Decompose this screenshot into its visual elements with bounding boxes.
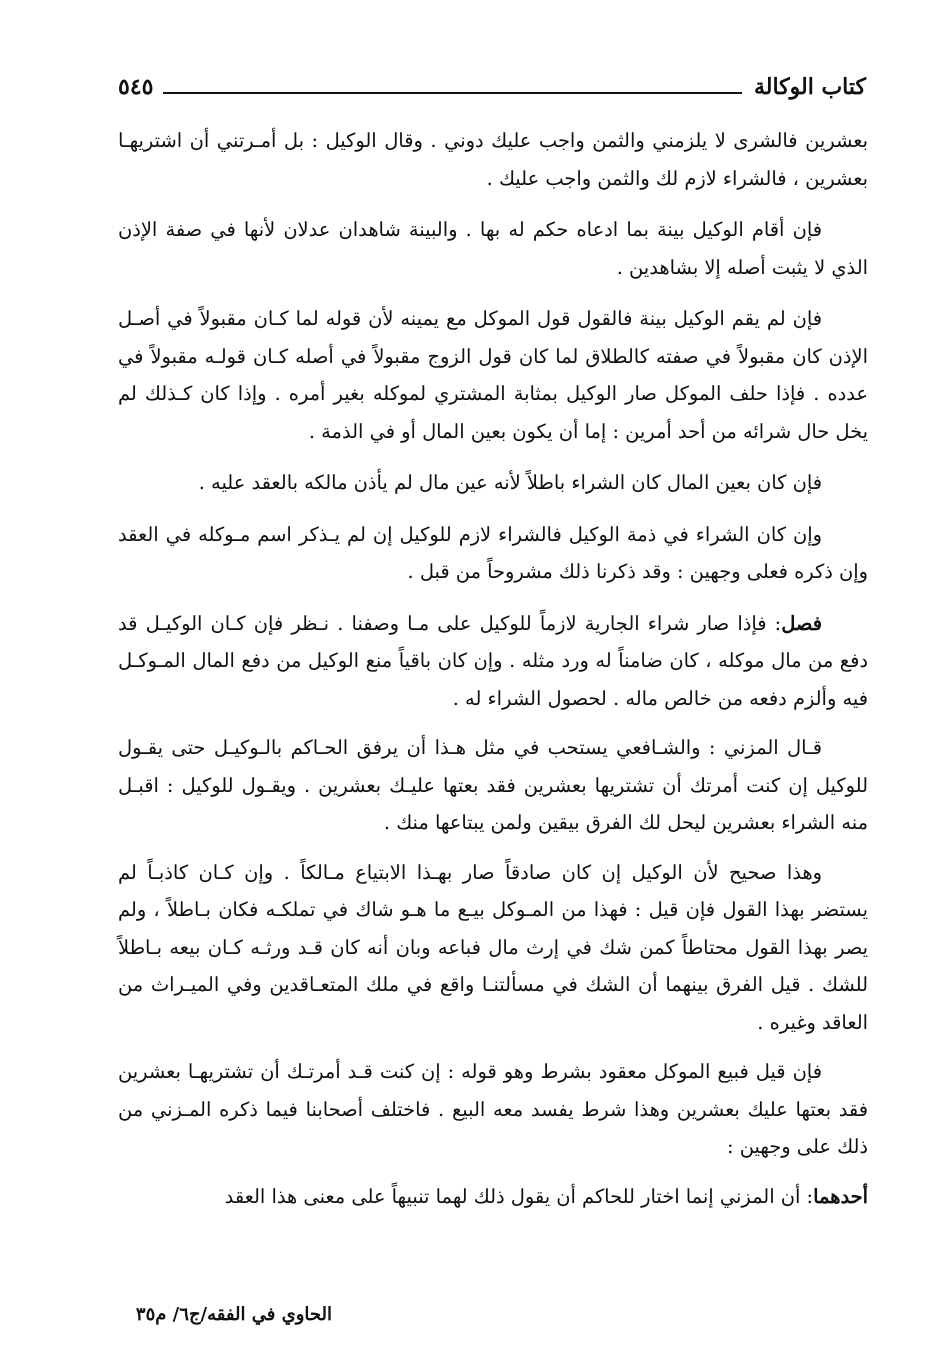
page-body bbox=[118, 122, 868, 1227]
text-line: بعشرين ، فالشراء لازم لك والثمن واجب عليك . bbox=[486, 166, 868, 190]
paragraph-1 bbox=[118, 122, 868, 197]
text-line: للشك . قيل الفرق بينهما أن الشك في مسألتنـا واقع في ملك المتعـاقدين وفي الميـراث من bbox=[118, 973, 868, 996]
text-line: الذي لا يثبت أصله إلا بشاهدين . bbox=[616, 255, 868, 279]
page-number: ٥٤٥ bbox=[118, 74, 154, 100]
chapter-title: كتاب الوكالة bbox=[753, 74, 866, 100]
text-line: العاقد وغيره . bbox=[757, 1010, 868, 1034]
text-line: عدده . فإذا حلف الموكل صار الوكيل بمثابة المشتري لموكله بغير أمره . وإذا كان كـذلك لم bbox=[118, 382, 868, 405]
text-line: يخل حال شرائه من أحد أمرين : إما أن يكون بعين المال أو في الذمة . bbox=[308, 419, 868, 443]
text-line: للوكيل إن كنت أمرتك أن تشتريها بعشرين فقد بعتها عليـك بعشرين . ويقـول للوكيل : اقبـل bbox=[118, 773, 868, 797]
text-line: فقد بعتها عليك بعشرين وهذا شرط يفسد معه البيع . فاختلف أصحابنا فيما ذكره المـزني من bbox=[118, 1097, 868, 1121]
text-line: وإن ذكره فعلى وجهين : وقد ذكرنا ذلك مشروحاً من قبل . bbox=[407, 560, 868, 583]
paragraph-4 bbox=[118, 464, 868, 502]
paragraph-10 bbox=[118, 1178, 868, 1216]
page-header bbox=[118, 60, 866, 100]
text-line: قـال المزني : والشـافعي يستحب في مثل هـذا أن يرفق الحـاكم بالـوكيـل حتى يقـول bbox=[118, 736, 822, 759]
text-line bbox=[118, 1178, 868, 1216]
text-line: وإن كان الشراء في ذمة الوكيل فالشراء لازم للوكيل إن لم يـذكر اسم مـوكله في العقد bbox=[118, 522, 822, 546]
paragraph-2 bbox=[118, 211, 868, 286]
text-line: يصر بهذا القول محتاطاً كمن شك في إرث مال فباعه وبان أنه كان قـد ورثـه كـان بيعه بـاطلاً bbox=[118, 935, 868, 959]
text-run: : أن المزني إنما اختار للحاكم أن يقول ذلك لهما تنبيهاً على معنى هذا العقد bbox=[224, 1184, 814, 1208]
paragraph-8 bbox=[118, 854, 868, 1042]
text-line: فيه وألزم دفعه من خالص ماله . لحصول الشراء له . bbox=[452, 686, 868, 710]
text-line: الإذن كان مقبولاً في صفته كالطلاق لما كان قول الزوج مقبولاً في أصله كـان قولـه مقبولاً في bbox=[118, 344, 868, 368]
text-line: فإن لم يقم الوكيل بينة فالقول قول الموكل مع يمينه لأن قوله لما كـان مقبولاً في أصـل bbox=[118, 307, 822, 330]
section-keyword: أحدهما bbox=[813, 1184, 868, 1208]
text-run: : فإذا صار شراء الجارية لازماً للوكيل على مـا وصفنا . نـظر فإن كـان الوكيـل قد bbox=[118, 611, 782, 635]
text-line: فإن أقام الوكيل بينة بما ادعاه حكم له بها . والبينة شاهدان عدلان لأنها في صفة الإذن bbox=[118, 218, 822, 241]
text-line: منه الشراء بعشرين ليحل لك الفرق بيقين ولمن يبتاعها منك . bbox=[383, 811, 868, 834]
text-line: دفع من مال موكله ، كان ضامناً له ورد مثله . وإن كان باقياً منع الوكيل من دفع المال المـوكـل bbox=[118, 649, 868, 672]
text-line: يستضر بهذا القول فإن قيل : فهذا من المـوكل بيـع ما هـو شاك في تملكـه فكان بـاطلاً ، ولم bbox=[118, 898, 868, 921]
paragraph-6 bbox=[118, 605, 868, 718]
paragraph-9 bbox=[118, 1053, 868, 1166]
text-line: فإن كان بعين المال كان الشراء باطلاً لأنه عين مال لم يأذن مالكه بالعقد عليه . bbox=[198, 471, 822, 494]
text-line bbox=[118, 605, 868, 643]
paragraph-5 bbox=[118, 516, 868, 591]
text-line: وهذا صحيح لأن الوكيل إن كان صادقاً صار بهـذا الابتياع مـالكاً . وإن كـان كاذبـاً لم bbox=[118, 860, 822, 884]
paragraph-3 bbox=[118, 300, 868, 450]
text-line: فإن قيل فبيع الموكل معقود بشرط وهو قوله : إن كنت قـد أمرتـك أن تشتريهـا بعشرين bbox=[118, 1060, 822, 1083]
section-keyword: فصل bbox=[781, 611, 822, 635]
page-footer: الحاوي في الفقه/ج٦/ م٣٥ bbox=[135, 1304, 332, 1325]
paragraph-7 bbox=[118, 729, 868, 842]
text-line: ذلك على وجهين : bbox=[727, 1135, 868, 1158]
text-line: بعشرين فالشرى لا يلزمني والثمن واجب عليك دوني . وقال الوكيل : بل أمـرتني أن اشتريهـا bbox=[118, 129, 868, 152]
header-rule bbox=[163, 92, 742, 94]
